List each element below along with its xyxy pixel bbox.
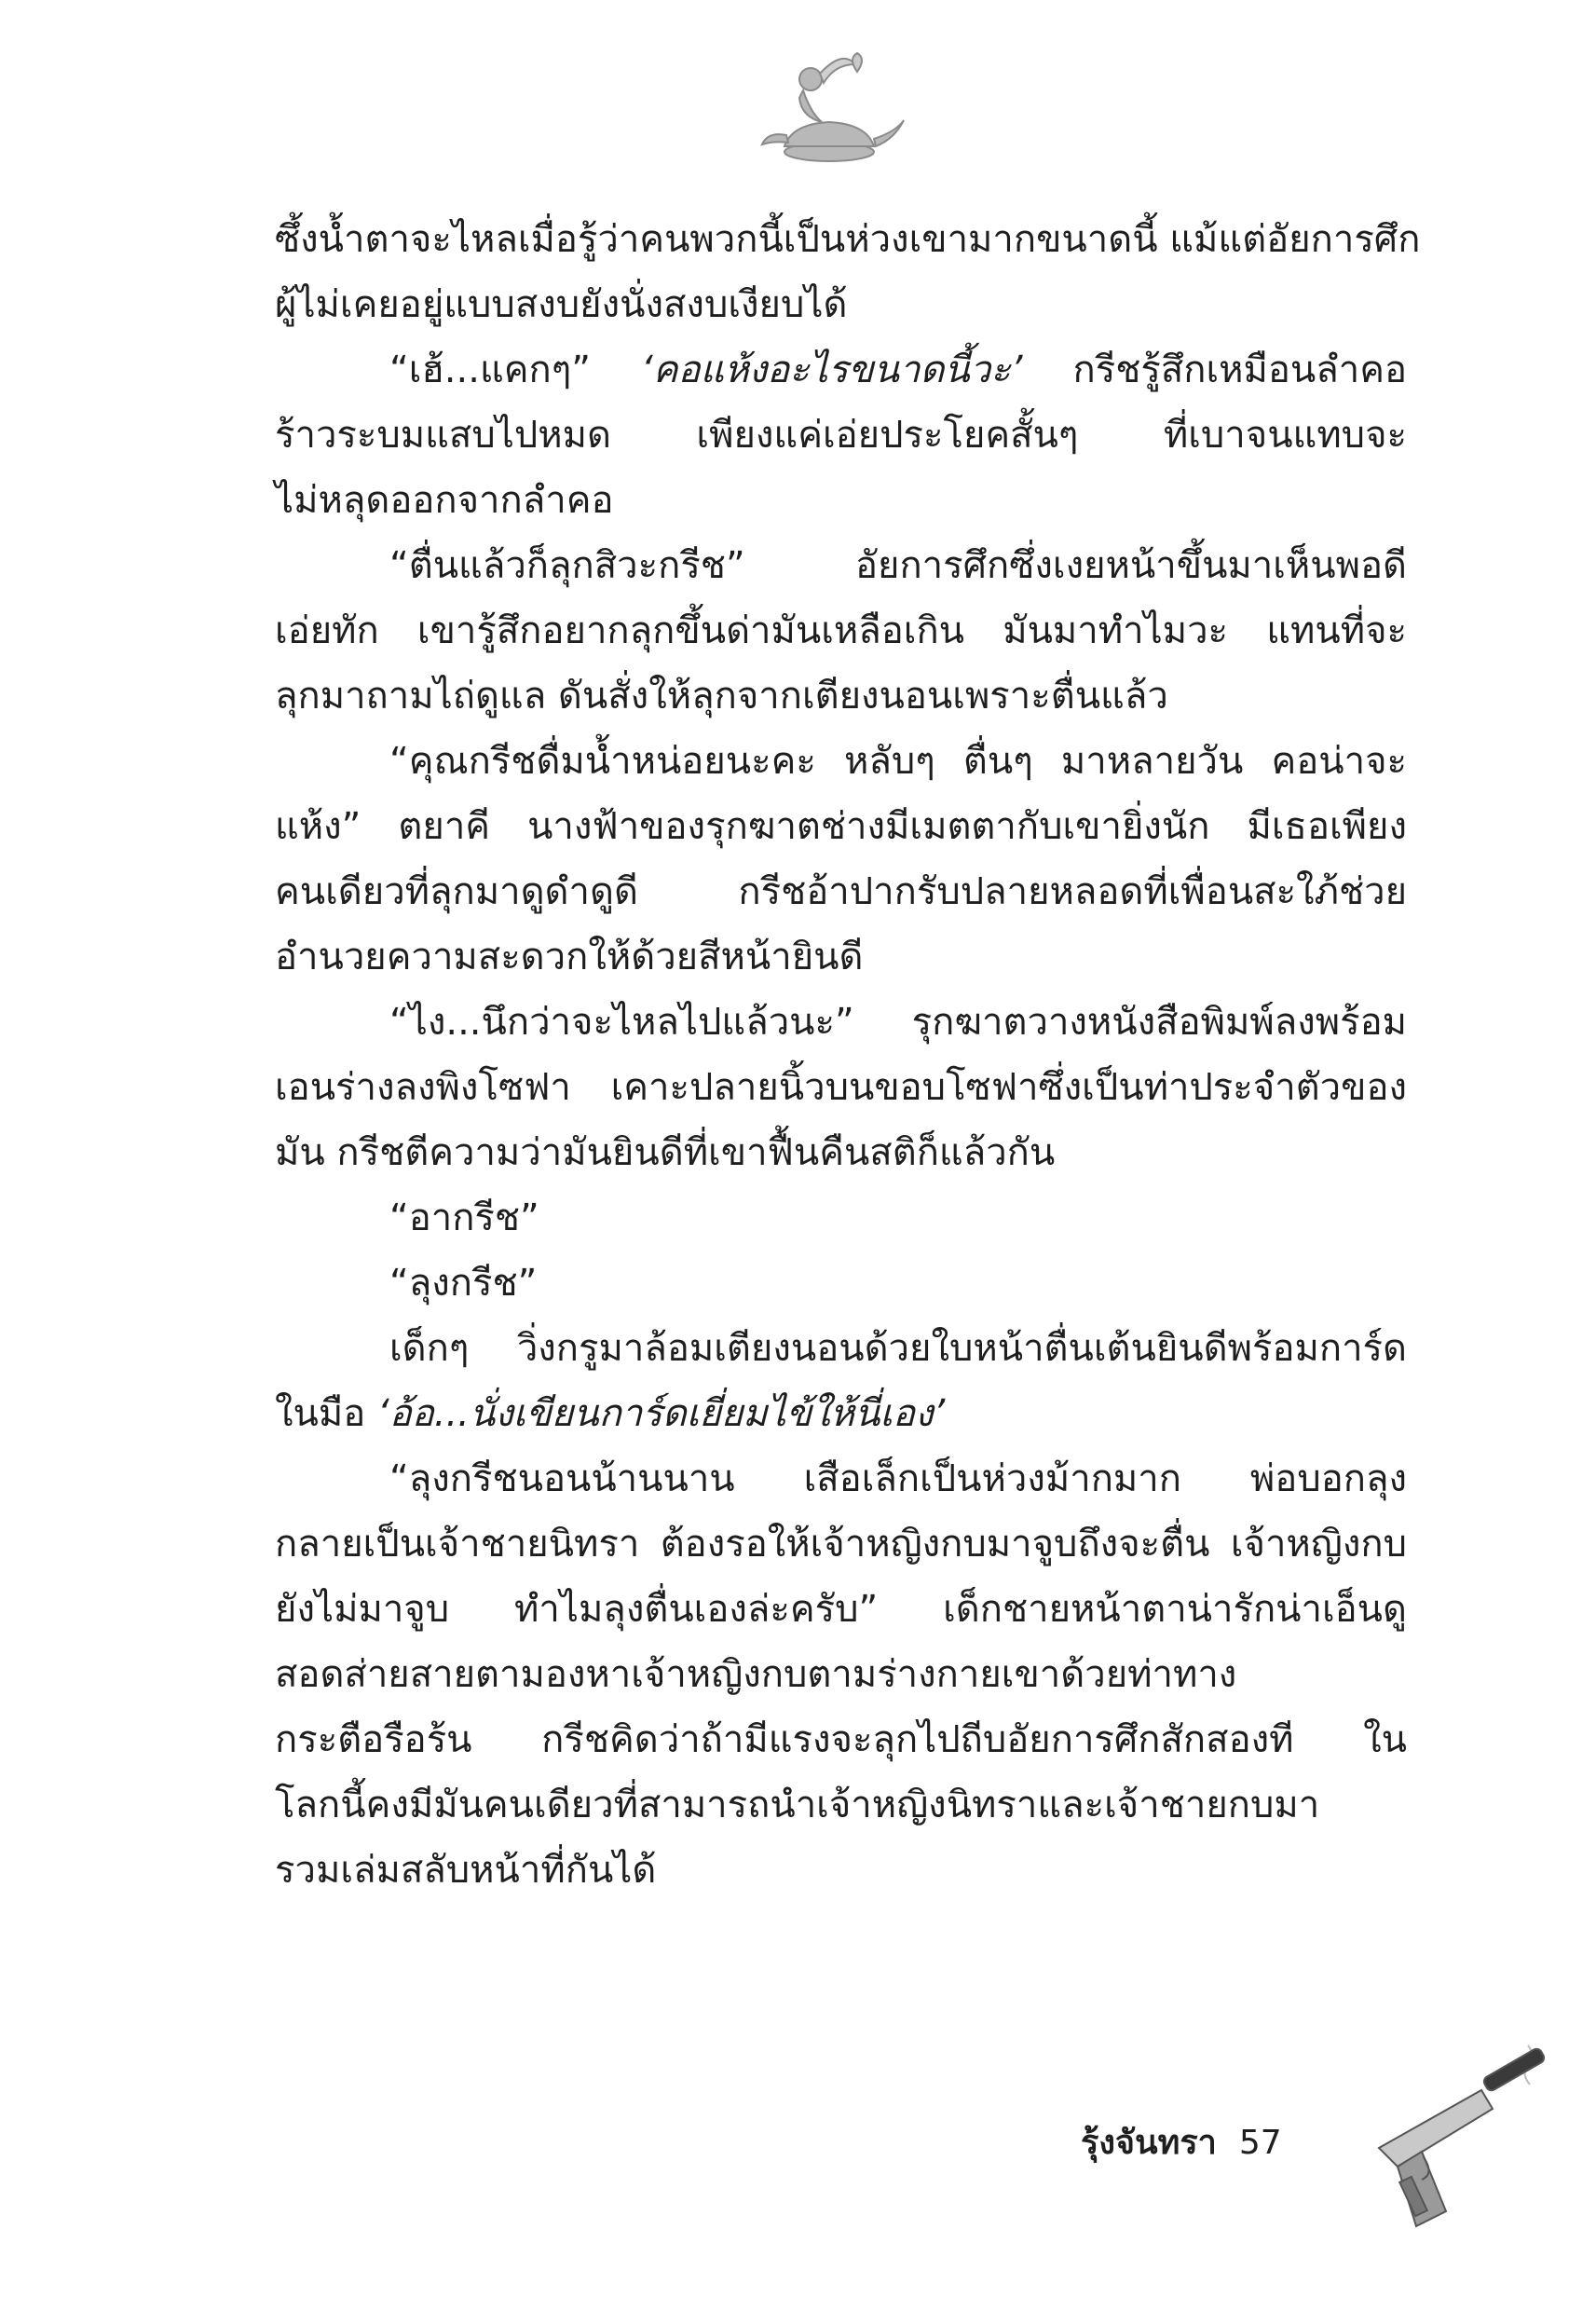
- paragraph-line: “ตื่นแล้วก็ลุกสิวะกรีช” อัยการศึกซึ่งเงยหน้าขึ้นมาเห็นพอดี: [389, 544, 1407, 587]
- paragraph-line: ร้าวระบมแสบไปหมด เพียงแค่เอ่ยประโยคสั้นๆ ที่เบาจนแทบจะ: [275, 414, 1407, 457]
- paragraph-line: เอนร่างลงพิงโซฟา เคาะปลายนิ้วบนขอบโซฟาซึ่งเป็นท่าประจำตัวของ: [275, 1066, 1407, 1109]
- paragraph-line: ลุกมาถามไถ่ดูแล ดันสั่งให้ลุกจากเตียงนอนเพราะตื่นแล้ว: [275, 675, 1168, 718]
- paragraph-line: ผู้ไม่เคยอยู่แบบสงบยังนั่งสงบเงียบได้: [275, 283, 848, 326]
- body-text: [275, 207, 1421, 1903]
- book-title: รุ้งจันทรา: [1081, 2124, 1217, 2162]
- paragraph-line: กระตือรือร้น กรีชคิดว่าถ้ามีแรงจะลุกไปถีบอัยการศึกสักสองที ใน: [275, 1718, 1407, 1761]
- paragraph-line: “อากรีช”: [389, 1197, 539, 1239]
- italic-thought: ‘อ้อ...นั่งเขียนการ์ดเยี่ยมไข้ให้นี่เอง’: [376, 1392, 946, 1435]
- paragraph-line: มัน กรีชตีความว่ามันยินดีที่เขาฟื้นคืนสติก็แล้วกัน: [275, 1131, 1056, 1174]
- paragraph-line: “ลุงกรีช”: [389, 1262, 538, 1305]
- paragraph-line: ซึ้งน้ำตาจะไหลเมื่อรู้ว่าคนพวกนี้เป็นห่วงเขามากขนาดนี้ แม้แต่อัยการศึก: [275, 218, 1421, 261]
- paragraph-line: เด็กๆ วิ่งกรูมาล้อมเตียงนอนด้วยใบหน้าตื่นเต้นยินดีพร้อมการ์ด: [389, 1327, 1407, 1370]
- paragraph-line: “คุณกรีชดื่มน้ำหน่อยนะคะ หลับๆ ตื่นๆ มาหลายวัน คอน่าจะ: [389, 740, 1407, 783]
- paragraph-line: แห้ง” ตยาคี นางฟ้าของรุกฆาตช่างมีเมตตากับเขายิ่งนัก มีเธอเพียง: [275, 805, 1407, 848]
- italic-thought: ‘คอแห้งอะไรขนาดนี้วะ’: [641, 349, 1023, 391]
- paragraph-line: โลกนี้คงมีมันคนเดียวที่สามารถนำเจ้าหญิงนิทราและเจ้าชายกบมา: [275, 1784, 1320, 1826]
- paragraph-line: สอดส่ายสายตามองหาเจ้าหญิงกบตามร่างกายเขาด้วยท่าทาง: [275, 1653, 1237, 1696]
- quote-text: “เฮ้...แคกๆ”: [389, 349, 591, 391]
- paragraph-line: “ไง...นึกว่าจะไหลไปแล้วนะ” รุกฆาตวางหนังสือพิมพ์ลงพร้อม: [389, 1001, 1407, 1044]
- paragraph-line: กลายเป็นเจ้าชายนิทรา ต้องรอให้เจ้าหญิงกบมาจูบถึงจะตื่น เจ้าหญิงกบ: [275, 1523, 1407, 1566]
- paragraph-line: [275, 1381, 1407, 1446]
- paragraph-line: รวมเล่มสลับหน้าที่กันได้: [275, 1849, 657, 1892]
- paragraph-line: คนเดียวที่ลุกมาดูดำดูดี กรีชอ้าปากรับปลายหลอดที่เพื่อนสะใภ้ช่วย: [275, 870, 1407, 913]
- page-footer: [1081, 2115, 1282, 2168]
- paragraph-line: ไม่หลุดออกจากลำคอ: [275, 479, 614, 522]
- paragraph-line: [275, 337, 1407, 403]
- genie-lamp-with-cupid-icon: [745, 42, 913, 172]
- page-number: 57: [1238, 2124, 1282, 2162]
- paragraph-line: เอ่ยทัก เขารู้สึกอยากลุกขึ้นด่ามันเหลือเกิน มันมาทำไมวะ แทนที่จะ: [275, 609, 1407, 652]
- narration-text: ในมือ: [275, 1392, 366, 1435]
- paragraph-line: อำนวยความสะดวกให้ด้วยสีหน้ายินดี: [275, 936, 864, 978]
- paragraph-line: “ลุงกรีชนอนน้านนาน เสือเล็กเป็นห่วงม้ากมาก พ่อบอกลุง: [389, 1457, 1407, 1500]
- pistol-with-silencer-icon: [1342, 2036, 1556, 2232]
- narration-text: กรีชรู้สึกเหมือนลำคอ: [1072, 349, 1407, 391]
- paragraph-line: ยังไม่มาจูบ ทำไมลุงตื่นเองล่ะครับ” เด็กชายหน้าตาน่ารักน่าเอ็นดู: [275, 1588, 1407, 1631]
